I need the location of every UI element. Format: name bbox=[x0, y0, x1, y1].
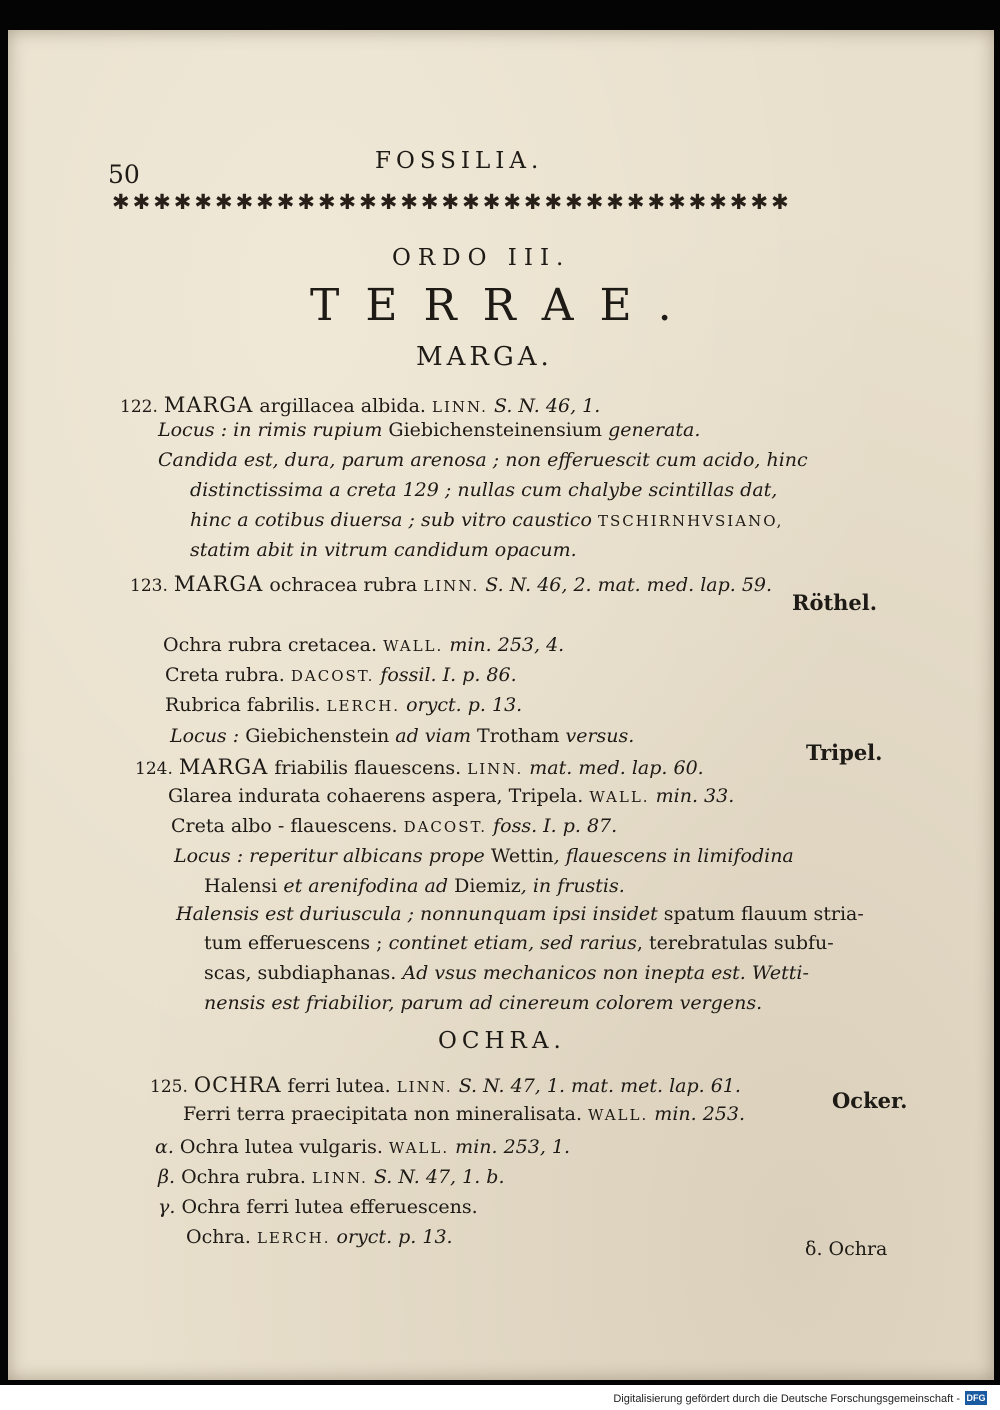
author-reference: LINN. bbox=[431, 398, 488, 416]
author-reference: WALL. bbox=[383, 637, 444, 655]
species-description: argillacea albida. bbox=[259, 395, 426, 417]
entry-124-synonym-1 bbox=[168, 785, 734, 807]
author-reference: DACOST. bbox=[403, 818, 488, 836]
variety-gamma bbox=[158, 1196, 478, 1218]
entry-124-desc-2 bbox=[204, 932, 834, 954]
genus-name: OCHRA bbox=[193, 1073, 282, 1097]
citation: S. N. 46, 1. bbox=[493, 395, 601, 417]
synonym-text: Glarea indurata cohaerens aspera, Tripela. bbox=[168, 785, 584, 807]
locus-text: ad viam bbox=[395, 725, 471, 747]
variety-gamma-synonym bbox=[186, 1226, 453, 1248]
locus-text: et arenifodina ad bbox=[283, 875, 449, 897]
catchword: δ. Ochra bbox=[805, 1238, 888, 1260]
author-reference: WALL. bbox=[589, 788, 650, 806]
entry-125-line-1 bbox=[150, 1073, 741, 1097]
citation: min. 33. bbox=[655, 785, 735, 807]
entry-123-synonym-3 bbox=[165, 694, 522, 716]
entry-123-synonym-1 bbox=[163, 634, 564, 656]
citation: min. 253, 1. bbox=[455, 1136, 571, 1158]
entry-123-locus bbox=[170, 725, 634, 747]
author-reference: LINN. bbox=[423, 577, 480, 595]
entry-124-locus-2 bbox=[204, 875, 625, 897]
vernacular-name-tripel: Tripel. bbox=[806, 740, 883, 765]
locus-text: , flauescens in limifodina bbox=[553, 845, 794, 867]
description-text: scas, subdiaphanas. bbox=[204, 962, 397, 984]
entry-number: 122. bbox=[120, 397, 158, 417]
synonym-text: Ochra. bbox=[186, 1226, 251, 1248]
author-reference: WALL. bbox=[388, 1139, 450, 1157]
synonym-text: Ochra rubra. bbox=[181, 1166, 306, 1188]
species-description: ferri lutea. bbox=[287, 1075, 391, 1097]
entry-124-locus-1 bbox=[174, 845, 794, 867]
author-reference: LINN. bbox=[467, 760, 524, 778]
author-reference: LERCH. bbox=[256, 1229, 331, 1247]
author-reference: WALL. bbox=[588, 1106, 649, 1124]
locus-text: Locus : reperitur albicans prope bbox=[174, 845, 485, 867]
genus-heading-marga: MARGA. bbox=[416, 342, 553, 372]
entry-124-desc-4: nensis est friabilior, parum ad cinereum colorem vergens. bbox=[204, 992, 763, 1014]
citation: S. N. 46, 2. mat. med. lap. 59. bbox=[485, 574, 773, 596]
ornament-divider: ✱✱✱✱✱✱✱✱✱✱✱✱✱✱✱✱✱✱✱✱✱✱✱✱✱✱✱✱✱✱✱✱✱ bbox=[112, 190, 792, 214]
place-name: Giebichenstein bbox=[245, 725, 390, 747]
entry-123-line-1 bbox=[130, 572, 772, 596]
place-name: Halensi bbox=[204, 875, 278, 897]
entry-number: 125. bbox=[150, 1077, 188, 1097]
locus-text: Locus : in rimis rupium bbox=[158, 419, 383, 441]
place-name: Diemiz bbox=[454, 875, 521, 897]
synonym-text: Creta albo - flauescens. bbox=[171, 815, 398, 837]
citation: oryct. p. 13. bbox=[336, 1226, 453, 1248]
locus-text: generata. bbox=[608, 419, 701, 441]
variety-marker: β. bbox=[158, 1166, 176, 1188]
citation: min. 253, 4. bbox=[449, 634, 565, 656]
vernacular-name-rothel: Röthel. bbox=[792, 590, 878, 615]
synonym-text: Rubrica fabrilis. bbox=[165, 694, 321, 716]
species-description: friabilis flauescens. bbox=[274, 757, 462, 779]
citation: min. 253. bbox=[654, 1103, 746, 1125]
synonym-text: Ferri terra praecipitata non mineralisata. bbox=[183, 1103, 582, 1125]
genus-name: MARGA bbox=[173, 572, 264, 596]
author-reference: LINN. bbox=[311, 1169, 368, 1187]
variety-beta bbox=[158, 1166, 505, 1188]
dfg-logo: DFG bbox=[966, 1393, 986, 1403]
citation: S. N. 47, 1. b. bbox=[373, 1166, 505, 1188]
entry-124-desc-3 bbox=[204, 962, 809, 984]
entry-123-synonym-2 bbox=[165, 664, 517, 686]
entry-124-desc-1 bbox=[176, 903, 864, 925]
entry-125-synonym-1 bbox=[183, 1103, 745, 1125]
place-name: Giebichensteinensium bbox=[388, 419, 603, 441]
citation: foss. I. p. 87. bbox=[493, 815, 618, 837]
synonym-text: Ochra ferri lutea efferuescens. bbox=[181, 1196, 478, 1218]
author-reference: DACOST. bbox=[290, 667, 375, 685]
variety-marker: γ. bbox=[158, 1196, 176, 1218]
synonym-text: Ochra rubra cretacea. bbox=[163, 634, 378, 656]
citation: mat. med. lap. 60. bbox=[529, 757, 704, 779]
entry-122-locus bbox=[158, 419, 700, 441]
citation: fossil. I. p. 86. bbox=[380, 664, 517, 686]
description-text: , terebratulas subfu- bbox=[636, 932, 834, 954]
locus-text: , in frustis. bbox=[520, 875, 625, 897]
entry-124-synonym-2 bbox=[171, 815, 617, 837]
ordo-heading: ORDO III. bbox=[392, 245, 571, 271]
author-reference: LERCH. bbox=[326, 697, 401, 715]
entry-number: 124. bbox=[135, 759, 173, 779]
species-description: ochracea rubra bbox=[269, 574, 418, 596]
description-text: spatum flauum stria- bbox=[663, 903, 864, 925]
genus-name: MARGA bbox=[178, 755, 269, 779]
section-title: TERRAE. bbox=[310, 280, 698, 331]
digitization-credit: Digitalisierung gefördert durch die Deutsche Forschungsgemeinschaft - bbox=[613, 1393, 960, 1405]
place-name: Trotham bbox=[477, 725, 560, 747]
synonym-text: Ochra lutea vulgaris. bbox=[179, 1136, 383, 1158]
entry-122-desc-4: statim abit in vitrum candidum opacum. bbox=[190, 539, 577, 561]
entry-122-desc-1: Candida est, dura, parum arenosa ; non efferuescit cum acido, hinc bbox=[158, 449, 808, 471]
citation: S. N. 47, 1. mat. met. lap. 61. bbox=[458, 1075, 741, 1097]
entry-122-line-1 bbox=[120, 393, 600, 417]
genus-heading-ochra: OCHRA. bbox=[438, 1028, 566, 1054]
author-reference: TSCHIRNHVSIANO, bbox=[597, 512, 784, 530]
description-text: Halensis est duriuscula ; nonnunquam ipsi insidet bbox=[176, 903, 658, 925]
author-reference: LINN. bbox=[396, 1078, 453, 1096]
description-text: hinc a cotibus diuersa ; sub vitro caustico bbox=[190, 509, 592, 531]
description-text: continet etiam, sed rarius bbox=[388, 932, 637, 954]
page-number: 50 bbox=[108, 160, 140, 189]
locus-label: Locus : bbox=[170, 725, 240, 747]
entry-122-desc-2: distinctissima a creta 129 ; nullas cum chalybe scintillas dat, bbox=[190, 479, 778, 501]
synonym-text: Creta rubra. bbox=[165, 664, 285, 686]
variety-alpha bbox=[155, 1136, 570, 1158]
description-text: tum efferuescens ; bbox=[204, 932, 383, 954]
genus-name: MARGA bbox=[163, 393, 254, 417]
citation: oryct. p. 13. bbox=[406, 694, 523, 716]
entry-number: 123. bbox=[130, 576, 168, 596]
entry-124-line-1 bbox=[135, 755, 704, 779]
description-text: Ad vsus mechanicos non inepta est. Wetti- bbox=[402, 962, 809, 984]
place-name: Wettin bbox=[490, 845, 554, 867]
variety-marker: α. bbox=[155, 1136, 174, 1158]
vernacular-name-ocker: Ocker. bbox=[832, 1088, 908, 1113]
entry-122-desc-3 bbox=[190, 509, 783, 531]
running-title: FOSSILIA. bbox=[375, 148, 544, 174]
locus-text: versus. bbox=[565, 725, 635, 747]
